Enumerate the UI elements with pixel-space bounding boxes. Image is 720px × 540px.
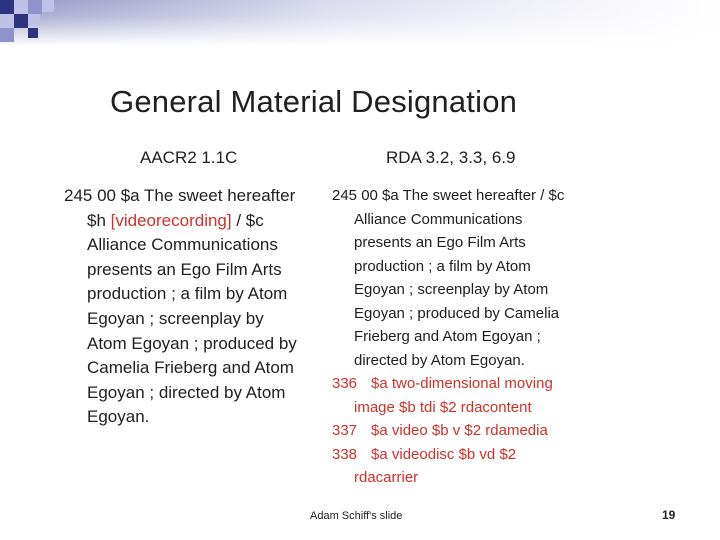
- record-line: production ; a film by Atom: [354, 257, 531, 275]
- record-line: Egoyan ; screenplay by: [87, 308, 264, 328]
- record-line-prefix: $h: [87, 210, 111, 230]
- record-line: [64, 209, 319, 234]
- record-line: Egoyan ; screenplay by Atom: [354, 281, 549, 298]
- aacr2-column-heading: AACR2 1.1C: [140, 148, 238, 167]
- record-line: Egoyan ; produced by Camelia: [354, 304, 560, 322]
- field-336-tag: 336: [332, 375, 358, 392]
- field-337-tag: 337: [332, 422, 358, 439]
- slide-title: General Material Designation: [110, 84, 518, 119]
- corner-square: [0, 0, 14, 14]
- field-338-continuation: rdacarrier: [354, 469, 419, 486]
- aacr2-record: [64, 184, 319, 430]
- corner-square: [42, 0, 54, 12]
- slide-footer-credit: Adam Schiff's slide: [310, 510, 403, 522]
- corner-square: [28, 0, 42, 14]
- record-line: Egoyan.: [87, 407, 150, 427]
- corner-square: [28, 28, 38, 38]
- gmd-highlight: [videorecording]: [110, 210, 232, 230]
- record-line: presents an Ego Film Arts: [354, 234, 526, 251]
- field-337-line: [332, 419, 662, 443]
- field-336-continuation: image $b tdi $2 rdacontent: [354, 398, 532, 416]
- record-line: presents an Ego Film Arts: [87, 259, 282, 279]
- field-336-line: [332, 372, 662, 396]
- field-338-line: [332, 443, 662, 467]
- corner-square: [28, 14, 40, 26]
- record-line: 245 00 $a The sweet hereafter / $c: [332, 187, 565, 204]
- rda-record: [332, 184, 662, 490]
- field-337-value: $a video $b v $2 rdamedia: [371, 422, 548, 439]
- corner-square: [14, 0, 28, 14]
- record-line: Alliance Communications: [87, 235, 278, 255]
- corner-square: [0, 28, 14, 42]
- record-line: Egoyan ; directed by Atom: [87, 382, 286, 402]
- field-336-value: $a two-dimensional moving: [371, 375, 553, 392]
- record-line: Camelia Frieberg and Atom: [87, 358, 294, 378]
- record-line: Alliance Communications: [354, 210, 523, 228]
- field-338-tag: 338: [332, 445, 358, 463]
- record-line: production ; a film by Atom: [87, 284, 288, 304]
- record-line-suffix: / $c: [231, 210, 264, 230]
- corner-square: [0, 14, 14, 28]
- corner-square: [14, 14, 28, 28]
- field-338-value: $a videodisc $b vd $2: [371, 445, 517, 463]
- record-line: Atom Egoyan ; produced by: [87, 333, 297, 353]
- header-decoration-fade: [0, 0, 720, 46]
- rda-column-heading: RDA 3.2, 3.3, 6.9: [386, 148, 516, 167]
- record-line: directed by Atom Egoyan.: [354, 351, 525, 369]
- slide-page-number: 19: [662, 508, 676, 522]
- record-line: Frieberg and Atom Egoyan ;: [354, 328, 541, 345]
- record-line: 245 00 $a The sweet hereafter: [64, 186, 296, 205]
